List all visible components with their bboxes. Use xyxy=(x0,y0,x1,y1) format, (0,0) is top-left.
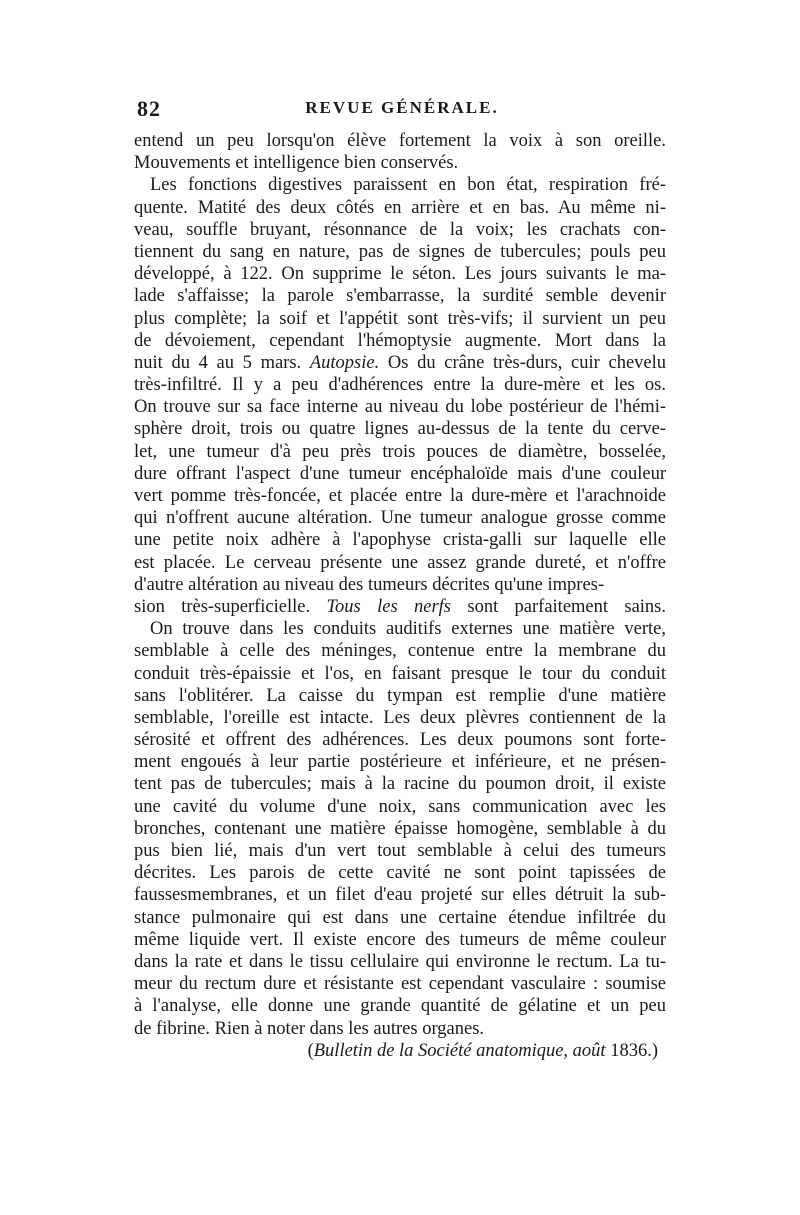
text-line: conduit très-épaissie et l'os, en faisant presque le tour du conduit xyxy=(134,663,666,684)
text-line: sphère droit, trois ou quatre lignes au-dessus de la tente du cerve- xyxy=(134,419,666,440)
text-line xyxy=(134,1040,666,1062)
text-line: tiennent du sang en nature, pas de signes de tubercules; pouls peu xyxy=(134,241,666,262)
body-text xyxy=(134,130,666,1062)
italic-text: Autopsie. xyxy=(309,352,380,373)
line-text: sont parfaitement sains. xyxy=(451,596,667,617)
text-line: plus complète; la soif et l'appétit sont très-vifs; il survient un peu xyxy=(134,308,666,329)
text-line: décrites. Les parois de cette cavité ne sont point tapissées de xyxy=(134,863,666,884)
text-line: quente. Matité des deux côtés en arrière et en bas. Au même ni- xyxy=(134,197,666,218)
text-line: une petite noix adhère à l'apophyse crista-galli sur laquelle elle xyxy=(134,530,666,551)
text-line: veau, souffle bruyant, résonnance de la voix; les crachats con- xyxy=(134,219,666,240)
text-line xyxy=(134,596,666,618)
running-title: REVUE GÉNÉRALE. xyxy=(305,98,499,117)
text-line: pus bien lié, mais d'un vert tout semblable à celui des tumeurs xyxy=(134,841,666,861)
text-line: de dévoiement, cependant l'hémoptysie augmente. Mort dans la xyxy=(134,330,666,351)
line-text: nuit du 4 au 5 mars. xyxy=(134,352,310,373)
italic-text: Tous les nerfs xyxy=(326,596,452,617)
text-line: lade s'affaisse; la parole s'embarrasse, la surdité semble devenir xyxy=(134,286,666,307)
text-line: On trouve dans les conduits auditifs externes une matière verte, xyxy=(150,619,666,640)
text-line: Mouvements et intelligence bien conservés. xyxy=(134,153,459,174)
text-line: entend un peu lorsqu'on élève fortement la voix à son oreille. xyxy=(134,131,666,151)
text-line: let, une tumeur d'à peu près trois pouces de diamètre, bosselée, xyxy=(134,441,666,462)
page-header xyxy=(137,96,667,126)
text-line: même liquide vert. Il existe encore des tumeurs de même couleur xyxy=(134,929,666,950)
text-line xyxy=(134,352,666,374)
text-line: qui n'offrent aucune altération. Une tumeur analogue grosse comme xyxy=(134,508,666,529)
text-line: est placée. Le cerveau présente une assez grande dureté, et n'offre xyxy=(134,552,666,573)
text-line: dans la rate et dans le tissu cellulaire qui environne le rectum. La tu- xyxy=(134,951,666,972)
text-line: très-infiltré. Il y a peu d'adhérences entre la dure-mère et les os. xyxy=(134,375,666,396)
line-text: sion très-superficielle. xyxy=(134,596,327,617)
text-line: sans l'oblitérer. La caisse du tympan est remplie d'une matière xyxy=(134,685,666,706)
text-line: semblable, l'oreille est intacte. Les deux plèvres contiennent de la xyxy=(134,707,666,728)
text-line: faussesmembranes, et un filet d'eau projeté sur elles détruit la sub- xyxy=(134,885,666,906)
text-line: de fibrine. Rien à noter dans les autres organes. xyxy=(134,1018,485,1039)
text-line: On trouve sur sa face interne au niveau du lobe postérieur de l'hémi- xyxy=(134,397,666,418)
italic-text: Bulletin de la Société anatomique, août xyxy=(313,1040,606,1061)
line-text: 1836.) xyxy=(605,1040,658,1061)
text-line: vert pomme très-foncée, et placée entre la dure-mère et l'arachnoide xyxy=(134,486,666,506)
text-line: d'autre altération au niveau des tumeurs décrites qu'une impres- xyxy=(134,574,605,595)
page-number: 82 xyxy=(137,96,161,121)
text-line: à l'analyse, elle donne une grande quantité de gélatine et un peu xyxy=(134,996,666,1017)
text-line: dure offrant l'aspect d'une tumeur encéphaloïde mais d'une couleur xyxy=(134,463,666,484)
text-line: bronches, contenant une matière épaisse homogène, semblable à du xyxy=(134,818,666,839)
text-line: une cavité du volume d'une noix, sans communication avec les xyxy=(134,796,666,817)
text-line: semblable à celle des méninges, contenue entre la membrane du xyxy=(134,641,666,662)
text-line: développé, à 122. On supprime le séton. Les jours suivants le ma- xyxy=(134,264,666,285)
line-text: ( xyxy=(307,1040,314,1061)
text-line: ment engoués à leur partie postérieure et inférieure, et ne présen- xyxy=(134,752,666,773)
text-line: Les fonctions digestives paraissent en bon état, respiration fré- xyxy=(150,175,666,196)
text-line: sérosité et offrent des adhérences. Les deux poumons sont forte- xyxy=(134,730,666,751)
line-text: Os du crâne très-durs, cuir chevelu xyxy=(379,352,667,373)
text-line: tent pas de tubercules; mais à la racine du poumon droit, il existe xyxy=(134,774,666,795)
text-line: stance pulmonaire qui est dans une certaine étendue infiltrée du xyxy=(134,907,666,928)
text-line: meur du rectum dure et résistante est cependant vasculaire : soumise xyxy=(134,974,666,995)
